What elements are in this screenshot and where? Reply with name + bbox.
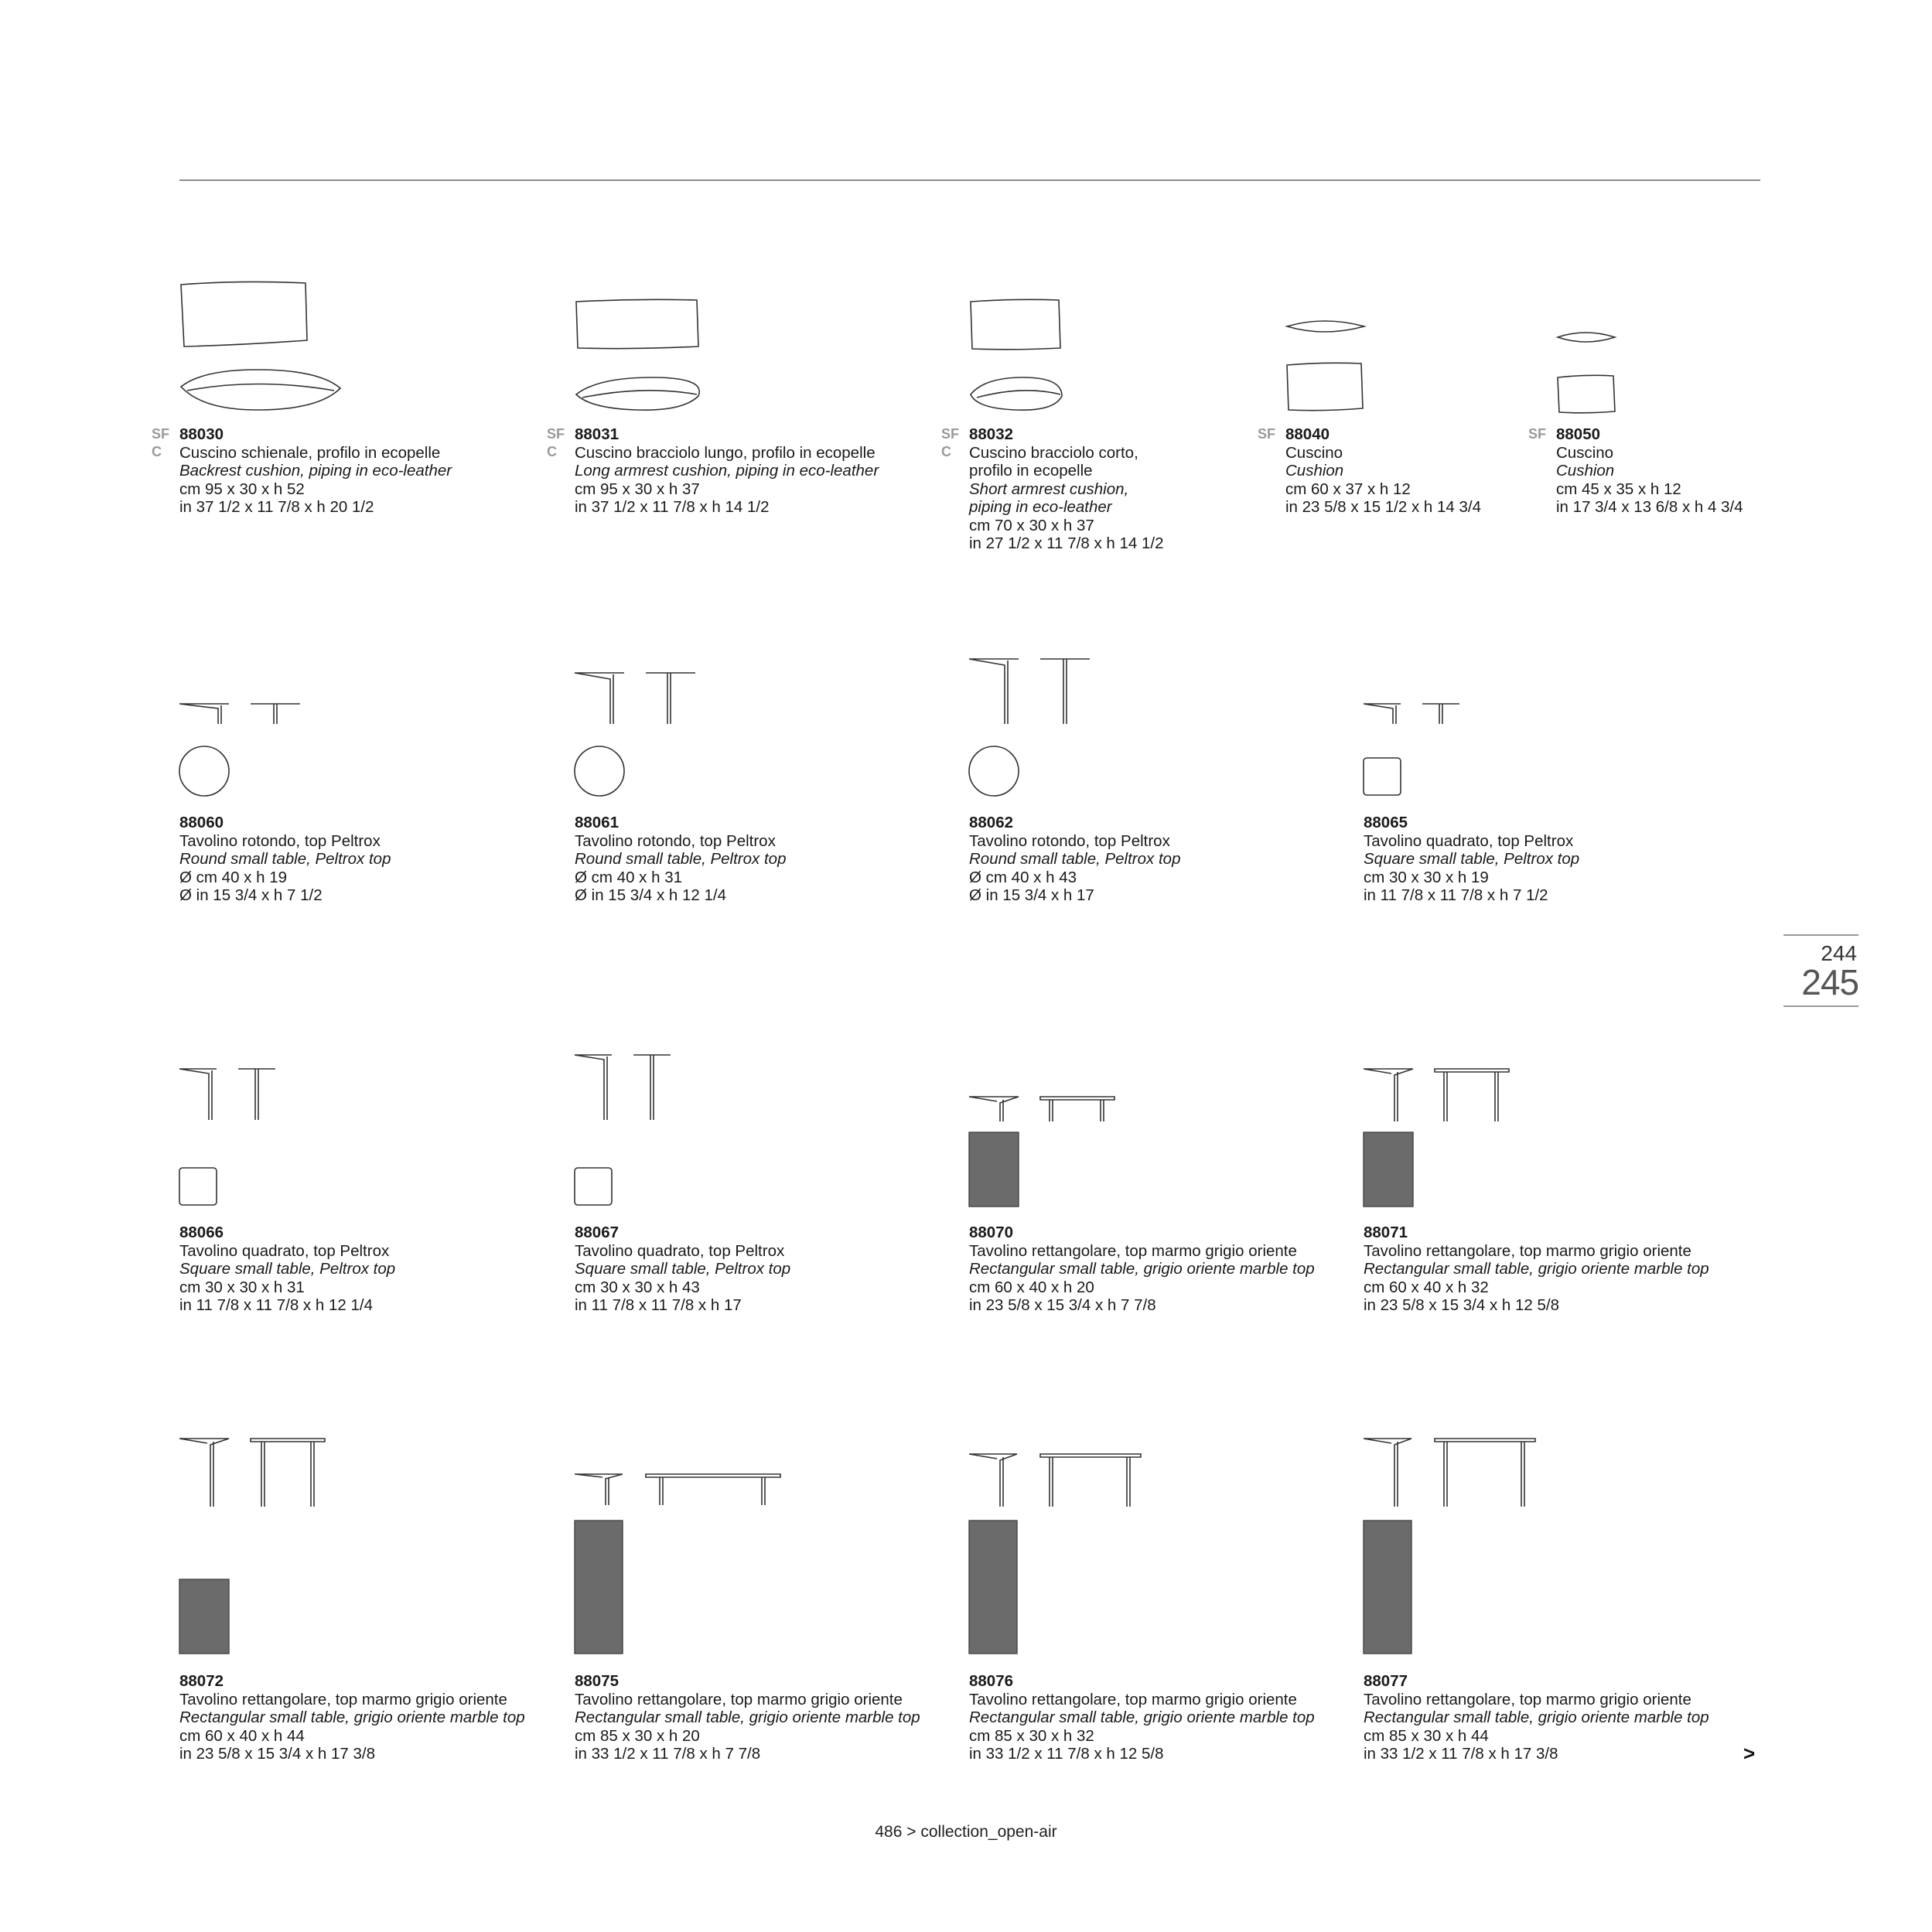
- mark-c: C: [941, 444, 951, 459]
- footer-link[interactable]: 486 > collection_open-air: [875, 1823, 1057, 1841]
- name-en: Rectangular small table, grigio oriente marble top: [575, 1708, 920, 1726]
- table-drawing: [1364, 1431, 1596, 1655]
- table-drawing: [179, 1431, 365, 1655]
- product-code: 88071: [1364, 1224, 1408, 1241]
- name-it: Tavolino rettangolare, top marmo grigio oriente: [1364, 1690, 1691, 1708]
- dims-cm: cm 85 x 30 x h 44: [1364, 1726, 1489, 1745]
- name-en-2: piping in eco-leather: [969, 498, 1112, 516]
- cushion-drawing: [1556, 278, 1742, 418]
- table-drawing: [575, 657, 760, 797]
- dims-in: in 33 1/2 x 11 7/8 x h 17 3/8: [1364, 1745, 1558, 1763]
- next-page-arrow[interactable]: >: [1743, 1742, 1756, 1765]
- dims-in: Ø in 15 3/4 x h 17: [969, 886, 1094, 904]
- mark-sf: SF: [1258, 426, 1276, 442]
- dims-cm: cm 60 x 37 x h 12: [1285, 480, 1411, 498]
- dims-cm: Ø cm 40 x h 43: [969, 868, 1077, 886]
- name-it: Tavolino quadrato, top Peltrox: [575, 1241, 785, 1260]
- product-code: 88065: [1364, 814, 1408, 831]
- cushion-drawing: [575, 278, 760, 418]
- table-drawing: [969, 657, 1155, 797]
- dims-in: in 23 5/8 x 15 3/4 x h 7 7/8: [969, 1296, 1156, 1314]
- name-it: Tavolino rettangolare, top marmo grigio oriente: [179, 1690, 507, 1708]
- dims-in: in 11 7/8 x 11 7/8 x h 12 1/4: [179, 1296, 373, 1314]
- name-en: Rectangular small table, grigio oriente marble top: [1364, 1260, 1709, 1278]
- name-en: Square small table, Peltrox top: [1364, 850, 1580, 868]
- dims-cm: cm 30 x 30 x h 19: [1364, 868, 1489, 886]
- product-code: 88075: [575, 1672, 620, 1690]
- dims-cm: cm 95 x 30 x h 37: [575, 480, 700, 498]
- product-code: 88032: [969, 425, 1014, 443]
- name-it-2: profilo in ecopelle: [969, 462, 1093, 480]
- name-en: Rectangular small table, grigio oriente marble top: [969, 1708, 1315, 1726]
- cushion-drawing: [969, 278, 1155, 418]
- dims-cm: cm 85 x 30 x h 20: [575, 1726, 700, 1745]
- dims-cm: cm 95 x 30 x h 52: [179, 480, 305, 498]
- dims-cm: cm 70 x 30 x h 37: [969, 516, 1094, 534]
- name-it: Cuscino bracciolo corto,: [969, 443, 1138, 462]
- product-code: 88077: [1364, 1672, 1408, 1690]
- dims-cm: cm 60 x 40 x h 44: [179, 1726, 305, 1745]
- mark-sf: SF: [152, 426, 170, 442]
- mark-sf: SF: [1528, 426, 1547, 442]
- name-it: Cuscino: [1285, 443, 1343, 462]
- dims-in: in 27 1/2 x 11 7/8 x h 14 1/2: [969, 534, 1164, 552]
- dims-in: in 33 1/2 x 11 7/8 x h 7 7/8: [575, 1745, 761, 1763]
- dims-cm: cm 60 x 40 x h 32: [1364, 1278, 1489, 1296]
- mark-sf: SF: [547, 426, 565, 442]
- dims-in: in 37 1/2 x 11 7/8 x h 20 1/2: [179, 498, 374, 516]
- product-code: 88030: [179, 425, 224, 443]
- product-code: 88031: [575, 425, 620, 443]
- table-drawing: [575, 1052, 760, 1207]
- name-it: Cuscino: [1556, 443, 1614, 462]
- dims-in: Ø in 15 3/4 x h 7 1/2: [179, 886, 323, 904]
- dims-in: in 11 7/8 x 11 7/8 x h 17: [575, 1296, 742, 1314]
- table-drawing: [179, 1052, 365, 1207]
- product-code: 88066: [179, 1224, 224, 1241]
- name-en: Square small table, Peltrox top: [179, 1260, 396, 1278]
- name-en: Round small table, Peltrox top: [969, 850, 1181, 868]
- product-code: 88050: [1556, 425, 1601, 443]
- page-number-tab: [1784, 934, 1859, 1007]
- dims-cm: cm 30 x 30 x h 43: [575, 1278, 700, 1296]
- table-drawing: [969, 1052, 1155, 1207]
- product-code: 88067: [575, 1224, 620, 1241]
- name-en: Long armrest cushion, piping in eco-leather: [575, 462, 879, 480]
- dims-cm: cm 85 x 30 x h 32: [969, 1726, 1094, 1745]
- name-en: Rectangular small table, grigio oriente marble top: [969, 1260, 1315, 1278]
- product-code: 88076: [969, 1672, 1014, 1690]
- dims-in: in 23 5/8 x 15 1/2 x h 14 3/4: [1285, 498, 1482, 516]
- dims-cm: Ø cm 40 x h 31: [575, 868, 683, 886]
- name-it: Tavolino rettangolare, top marmo grigio oriente: [969, 1241, 1297, 1260]
- top-rule: [179, 179, 1760, 181]
- table-drawing: [1364, 1052, 1549, 1207]
- name-it: Tavolino quadrato, top Peltrox: [1364, 831, 1574, 850]
- dims-cm: Ø cm 40 x h 19: [179, 868, 288, 886]
- dims-in: in 23 5/8 x 15 3/4 x h 12 5/8: [1364, 1296, 1560, 1314]
- name-it: Tavolino rotondo, top Peltrox: [575, 831, 776, 850]
- dims-in: in 17 3/4 x 13 6/8 x h 4 3/4: [1556, 498, 1743, 516]
- product-code: 88060: [179, 814, 224, 831]
- product-code: 88061: [575, 814, 620, 831]
- name-it: Cuscino schienale, profilo in ecopelle: [179, 443, 441, 462]
- product-code: 88040: [1285, 425, 1330, 443]
- page-number-right: 245: [1801, 962, 1859, 1002]
- name-it: Tavolino rotondo, top Peltrox: [969, 831, 1170, 850]
- name-en: Backrest cushion, piping in eco-leather: [179, 462, 452, 480]
- dims-in: in 33 1/2 x 11 7/8 x h 12 5/8: [969, 1745, 1164, 1763]
- dims-in: in 23 5/8 x 15 3/4 x h 17 3/8: [179, 1745, 376, 1763]
- dims-cm: cm 30 x 30 x h 31: [179, 1278, 305, 1296]
- name-it: Cuscino bracciolo lungo, profilo in ecopelle: [575, 443, 876, 462]
- name-en: Short armrest cushion,: [969, 480, 1129, 498]
- name-en: Rectangular small table, grigio oriente marble top: [1364, 1708, 1709, 1726]
- table-drawing: [969, 1431, 1201, 1655]
- name-en: Rectangular small table, grigio oriente marble top: [179, 1708, 525, 1726]
- name-en: Round small table, Peltrox top: [575, 850, 787, 868]
- name-it: Tavolino rotondo, top Peltrox: [179, 831, 381, 850]
- mark-sf: SF: [941, 426, 960, 442]
- product-code: 88070: [969, 1224, 1014, 1241]
- dims-in: in 37 1/2 x 11 7/8 x h 14 1/2: [575, 498, 770, 516]
- table-drawing: [575, 1431, 807, 1655]
- dims-in: Ø in 15 3/4 x h 12 1/4: [575, 886, 727, 904]
- table-drawing: [1364, 657, 1549, 797]
- name-it: Tavolino rettangolare, top marmo grigio oriente: [575, 1690, 903, 1708]
- name-en: Cushion: [1556, 462, 1615, 480]
- dims-in: in 11 7/8 x 11 7/8 x h 7 1/2: [1364, 886, 1548, 904]
- name-it: Tavolino rettangolare, top marmo grigio oriente: [1364, 1241, 1691, 1260]
- name-en: Cushion: [1285, 462, 1344, 480]
- dims-cm: cm 45 x 35 x h 12: [1556, 480, 1681, 498]
- page-number-left: 244: [1821, 941, 1857, 965]
- name-en: Round small table, Peltrox top: [179, 850, 391, 868]
- name-it: Tavolino quadrato, top Peltrox: [179, 1241, 390, 1260]
- table-drawing: [179, 657, 365, 797]
- product-code: 88062: [969, 814, 1014, 831]
- cushion-drawing: [179, 278, 365, 418]
- name-en: Square small table, Peltrox top: [575, 1260, 791, 1278]
- dims-cm: cm 60 x 40 x h 20: [969, 1278, 1094, 1296]
- cushion-drawing: [1285, 278, 1471, 418]
- name-it: Tavolino rettangolare, top marmo grigio oriente: [969, 1690, 1297, 1708]
- mark-c: C: [152, 444, 162, 459]
- product-code: 88072: [179, 1672, 224, 1690]
- mark-c: C: [547, 444, 557, 459]
